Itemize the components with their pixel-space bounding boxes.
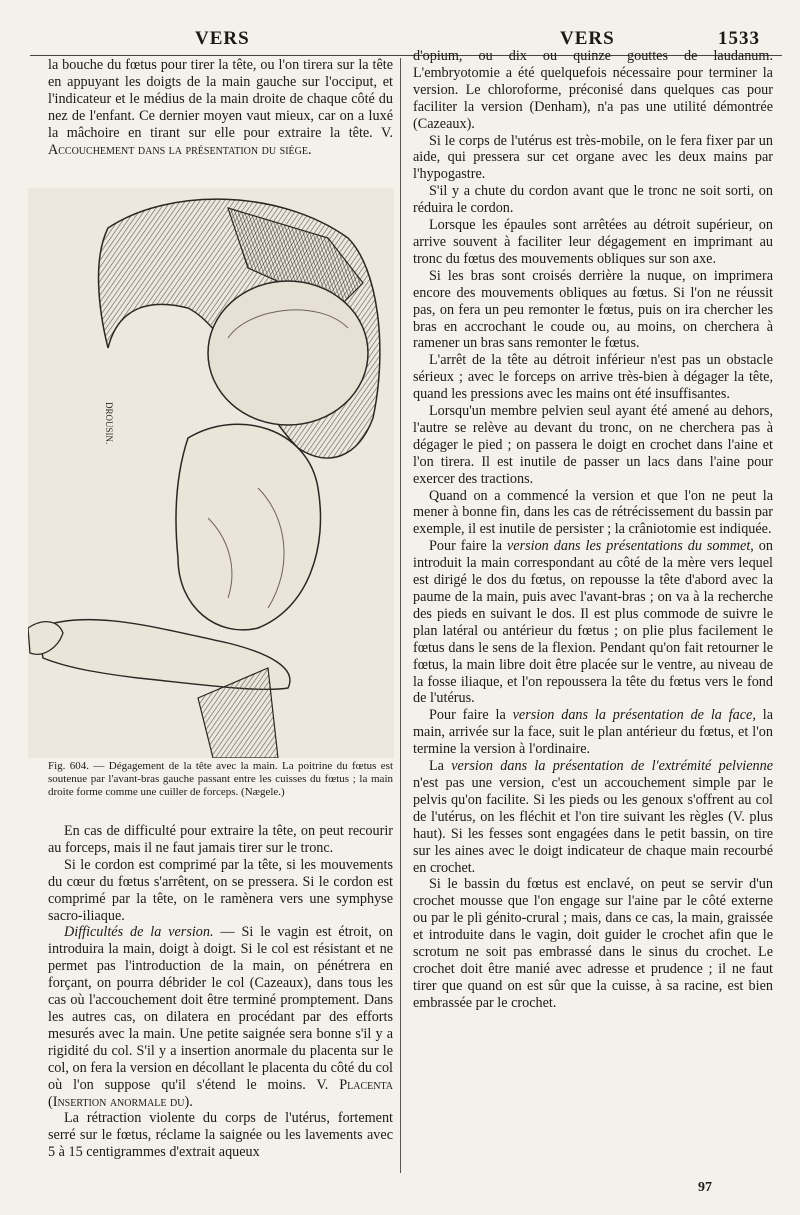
paragraph: d'opium, ou dix ou quinze gouttes de laudanum. L'embryotomie a été quelquefois nécessaire pour terminer la version. Le chloroforme, préconisé dans quelques cas pour faciliter la version (Denham), n'a pas une utilité démontrée (Cazeaux). xyxy=(413,48,773,132)
paragraph: L'arrêt de la tête au détroit inférieur n'est pas un obstacle sérieux ; avec le forceps on arrive très-bien à dégager la tête, quand les pressions avec les mains ont été insuffisantes. xyxy=(413,352,773,403)
figure-caption: Fig. 604. — Dégagement de la tête avec la main. La poitrine du fœtus est soutenue par l'avant-bras gauche passant entre les cuisses du fœtus ; la main droite forme comme une cuiller de forceps. (Nægele.) xyxy=(48,760,393,798)
paragraph: La version dans la présentation de l'extrémité pelvienne n'est pas une version, c'est un accouchement simple par le pelvis qu'on facilite. Si les pieds ou les genoux s'offrent au col de l'utérus, on les fléchit et l'on tire suivant les règles (V. plus haut). Si les fesses sont engagées dans le petit bassin, on tire sur les aines avec le doigt indicateur de chaque main recourbé en crochet. xyxy=(413,758,773,876)
column-divider xyxy=(400,58,401,1173)
engraver-signature: DROUSIN. xyxy=(104,402,114,445)
running-head-right: VERS xyxy=(560,28,615,49)
fetus-delivery-engraving xyxy=(28,188,394,758)
running-head-left: VERS xyxy=(195,28,250,49)
sheet-index: 97 xyxy=(698,1180,712,1195)
paragraph: Si le bassin du fœtus est enclavé, on peut se servir d'un crochet mousse que l'on engage sur l'aine par le côté externe ou par le pli génito-crural ; mais, dans ce cas, la main, graissée et introduite dans le vagin, doit guider le crochet afin que le scrotum ne soit pas embrassé dans le sinus du crochet. Le crochet doit être manié avec adresse et prudence ; il ne faut tirer que quand on est sûr que la cuisse, à sa racine, est bien embrassée par le crochet. xyxy=(413,876,773,1011)
page-number: 1533 xyxy=(718,28,760,49)
paragraph: Difficultés de la version. — Si le vagin est étroit, on introduira la main, doigt à doigt. Si le col est résistant et ne permet pas l'introduction de la main, on pénétrera en forçant, on pourra débrider le col (Cazeaux), dans tous les cas où l'accouchement doit être terminé promptement. Dans les autres cas, on dilatera en procédant par des efforts mesurés avec la main. Une petite saignée sera bonne s'il y a rigidité du col. S'il y a insertion anormale du placenta sur le col, on fera la version en décollant le placenta du côté du col où l'on suppose qu'il s'étend le moins. V. Placenta (Insertion anormale du). xyxy=(48,924,393,1110)
paragraph: Pour faire la version dans les présentations du sommet, on introduit la main correspondant au côté de la mère vers lequel est dirigé le dos du fœtus, on repousse la tête d'abord avec la paume de la main, puis avec l'avant-bras ; on va à la recherche des pieds en suivant le dos. Il est plus commode de suivre le plan latéral ou antérieur du fœtus ; on plie plus facilement le fœtus dans le sens de la flexion. Pendant qu'on fait retourner le fœtus, la main libre doit être placée sur le ventre, au niveau de la fosse iliaque, et l'on repoussera la tête du fœtus vers le fond de l'utérus. xyxy=(413,538,773,707)
paragraph: Si le corps de l'utérus est très-mobile, on le fera fixer par un aide, qui pressera sur cet organe avec les deux mains par l'hypogastre. xyxy=(413,132,773,183)
paragraph: Si le cordon est comprimé par la tête, si les mouvements du cœur du fœtus s'arrêtent, on se pressera. Si le cordon est comprimé par la tête, on le ramènera vers une symphyse sacro-iliaque. xyxy=(48,856,393,924)
paragraph: Quand on a commencé la version et que l'on ne peut la mener à bonne fin, dans les cas de rétrécissement du bassin par exemple, il est inutile de persister ; la crâniotomie est indiquée. xyxy=(413,487,773,538)
paragraph: En cas de difficulté pour extraire la tête, on peut recourir au forceps, mais il ne faut jamais tirer sur le tronc. xyxy=(48,823,393,856)
paragraph: Lorsque les épaules sont arrêtées au détroit supérieur, on arrive souvent à faciliter leur dégagement en imprimant au tronc du fœtus des mouvements obliques sur son axe. xyxy=(413,217,773,267)
paragraph: Si les bras sont croisés derrière la nuque, on imprimera encore des mouvements obliques au fœtus. Si l'on ne réussit pas, on fera un peu remonter le fœtus, puis on ira chercher les bras en accrochant le coude ou, au moins, on cherchera à ramener un bras sans remonter le fœtus. xyxy=(413,267,773,352)
paragraph: La rétraction violente du corps de l'utérus, fortement serré sur le fœtus, réclame la saignée ou les lavements avec 5 à 15 centigrammes d'extrait aqueux xyxy=(48,1110,393,1161)
paragraph: la bouche du fœtus pour tirer la tête, ou l'on tirera sur la tête en appuyant les doigts de la main gauche sur l'occiput, et l'indicateur et le médius de la main droite de chaque côté du nez de l'enfant. Ce dernier moyen vaut mieux, car on a luxé la mâchoire en tirant sur elle pour extraire la tête. V. Accouchement dans la présentation du siége. xyxy=(48,57,393,158)
paragraph: Pour faire la version dans la présentation de la face, la main, arrivée sur la face, suit le plan antérieur du fœtus, et l'on termine la version à l'ordinaire. xyxy=(413,707,774,758)
paragraph: Lorsqu'un membre pelvien seul ayant été amené au dehors, l'autre se relève au devant du tronc, on ne cherchera pas à dégager le pied ; on passera le doigt en crochet dans l'aine et l'on tirera. Il est inutile de passer un lacs dans l'aine pour exercer des tractions. xyxy=(413,403,773,487)
paragraph: S'il y a chute du cordon avant que le tronc ne soit sorti, on réduira le cordon. xyxy=(413,183,773,217)
left-column-top xyxy=(48,57,393,158)
left-column-bottom xyxy=(48,823,393,1161)
right-column xyxy=(413,48,773,1012)
engraving-figure xyxy=(28,188,394,758)
